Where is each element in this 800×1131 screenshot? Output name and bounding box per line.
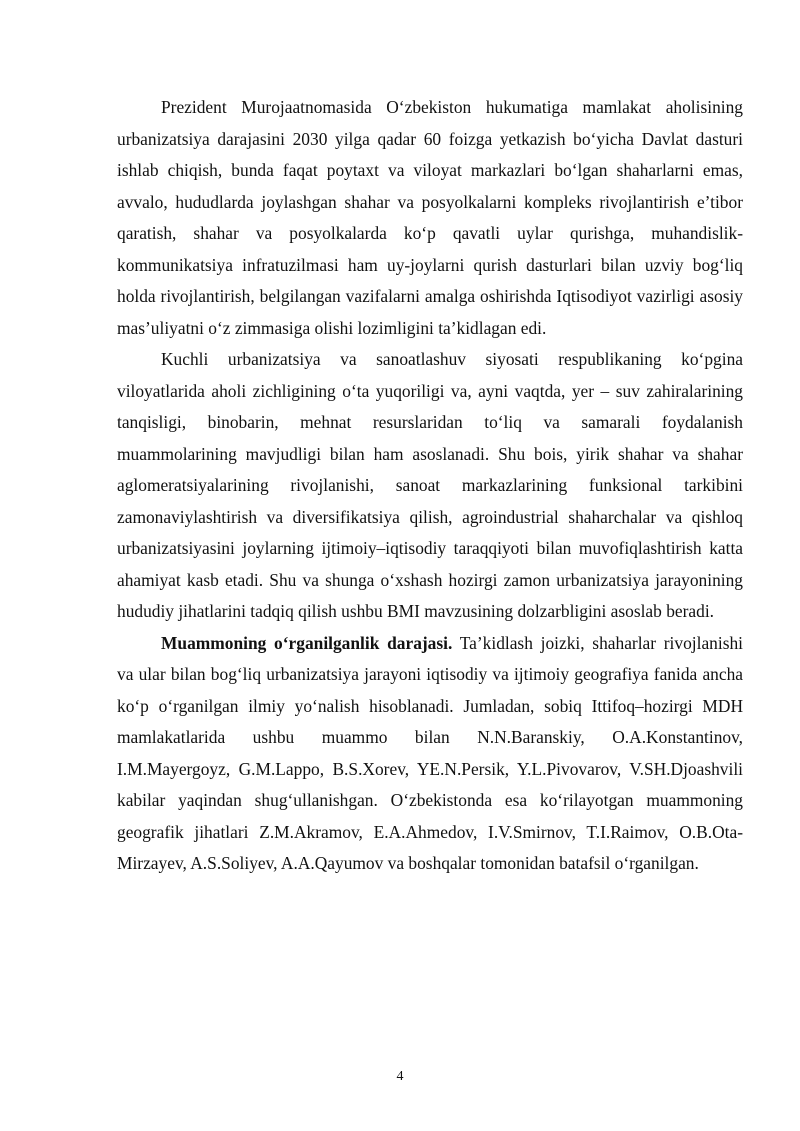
page-number: 4 <box>396 1069 404 1084</box>
paragraph-3-text: Ta’kidlash joizki, shaharlar rivojlanishi va ular bilan bog‘liq urbanizatsiya jarayoni iqtisodiy va ijtimoiy geografiya fanida ancha ko‘p o‘rganilgan ilmiy yo‘nalish hisoblanadi. Jumladan, sobiq Ittifoq–hozirgi MDH mamlakatlarida ushbu muammo bilan N.N.Baranskiy, O.A.Konstantinov, I.M.Mayergoyz, G.M.Lappo, B.S.Xorev, YE.N.Persik, Y.L.Pivovarov, V.SH.Djoashvili kabilar yaqindan shug‘ullanishgan. O‘zbekistonda esa ko‘rilayotgan muammoning geografik jihatlari Z.M.Akramov, E.A.Ahmedov, I.V.Smirnov, T.I.Raimov, O.B.Ota-Mirzayev, A.S.Soliyev, A.A.Qayumov va boshqalar tomonidan batafsil o‘rganilgan. <box>117 632 743 873</box>
paragraph-3 <box>117 628 743 880</box>
paragraph-2-text: Kuchli urbanizatsiya va sanoatlashuv siyosati respublikaning ko‘pgina viloyatlarida aholi zichligining o‘ta yuqoriligi va, ayni vaqtda, yer – suv zahiralarining tanqisligi, binobarin, mehnat resurslaridan to‘liq va samarali foydalanish muammolarining mavjudligi bilan ham asoslanadi. Shu bois, yirik shahar va shahar aglomeratsiyalarining rivojlanishi, sanoat markazlarining funksional tarkibini zamonaviylashtirish va diversifikatsiya qilish, agroindustrial shaharchalar va qishloq urbanizatsiyasini joylarning ijtimoiy–iqtisodiy taraqqiyoti bilan muvofiqlashtirish katta ahamiyat kasb etadi. Shu va shunga o‘xshash hozirgi zamon urbanizatsiya jarayonining hududiy jihatlarini tadqiq qilish ushbu BMI mavzusining dolzarbligini asoslab beradi. <box>117 349 743 621</box>
paragraph-1-text: Prezident Murojaatnomasida O‘zbekiston hukumatiga mamlakat aholisining urbanizatsiya darajasini 2030 yilga qadar 60 foizga yetkazish bo‘yicha Davlat dasturi ishlab chiqish, bunda faqat poytaxt va viloyat markazlari bo‘lgan shaharlarni emas, avvalo, hududlarda joylashgan shahar va posyolkalarni kompleks rivojlantirish e’tibor qaratish, shahar va posyolkalarda ko‘p qavatli uylar qurishga, muhandislik-kommunikatsiya infratuzilmasi ham uy-joylarni qurish dasturlari bilan uzviy bog‘liq holda rivojlantirish, belgilangan vazifalarni amalga oshirishda Iqtisodiyot vazirligi asosiy mas’uliyatni o‘z zimmasiga olishi lozimligini ta’kidlagan edi. <box>117 97 743 338</box>
paragraph-1 <box>117 92 743 344</box>
body-text <box>117 92 743 880</box>
paragraph-3-lead: Muammoning o‘rganilganlik darajasi. <box>161 632 453 653</box>
paragraph-2 <box>117 344 743 628</box>
